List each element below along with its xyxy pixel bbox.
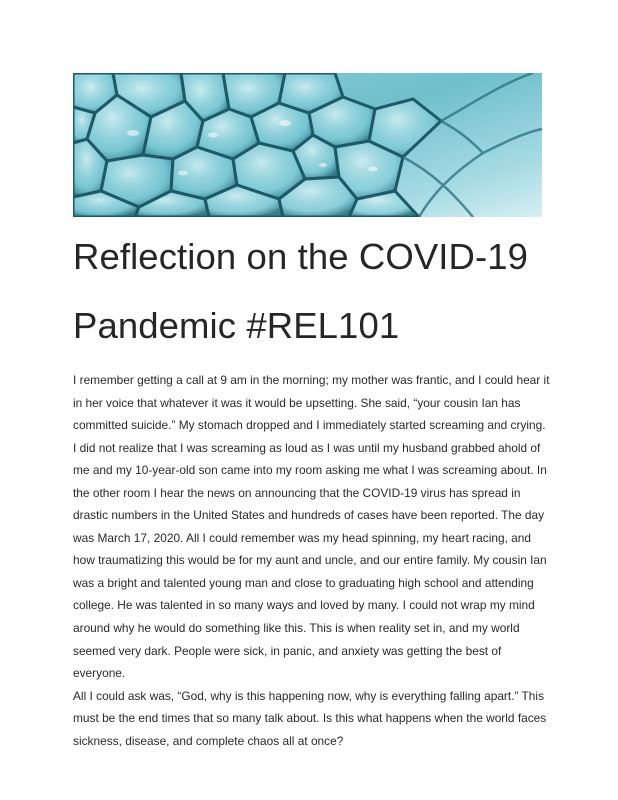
hero-image — [73, 73, 542, 217]
body-paragraph: I remember getting a call at 9 am in the morning; my mother was frantic, and I could hear it in her voice that whatever it was it would be upsetting. She said, “your cousin Ian has committed suicide.” My stomach dropped and I immediately started screaming and crying. I did not realize that I was screaming as loud as I was until my husband grabbed ahold of me and my 10-year-old son came into my room asking me what I was screaming about. In the other room I hear the news on announcing that the COVID-19 virus has spread in drastic numbers in the United States and hundreds of cases have been reported. The day was March 17, 2020. All I could remember was my head spinning, my heart racing, and how traumatizing this would be for my aunt and uncle, and our entire family. My cousin Ian was a bright and talented young man and close to graduating high school and attending college. He was talented in so many ways and loved by many. I could not wrap my mind around why he would do something like this. This is when reality set in, and my world seemed very dark. People were sick, in panic, and anxiety was getting the best of everyone. All I could ask was, “God, why is this happening now, why is everything falling apart.” This must be the end times that so many talk about. Is this what happens when the world faces sickness, disease, and complete chaos all at once? — [73, 373, 550, 748]
bubble-network-graphic — [73, 73, 542, 217]
document-title: Reflection on the COVID-19 Pandemic #REL101 — [73, 236, 529, 346]
